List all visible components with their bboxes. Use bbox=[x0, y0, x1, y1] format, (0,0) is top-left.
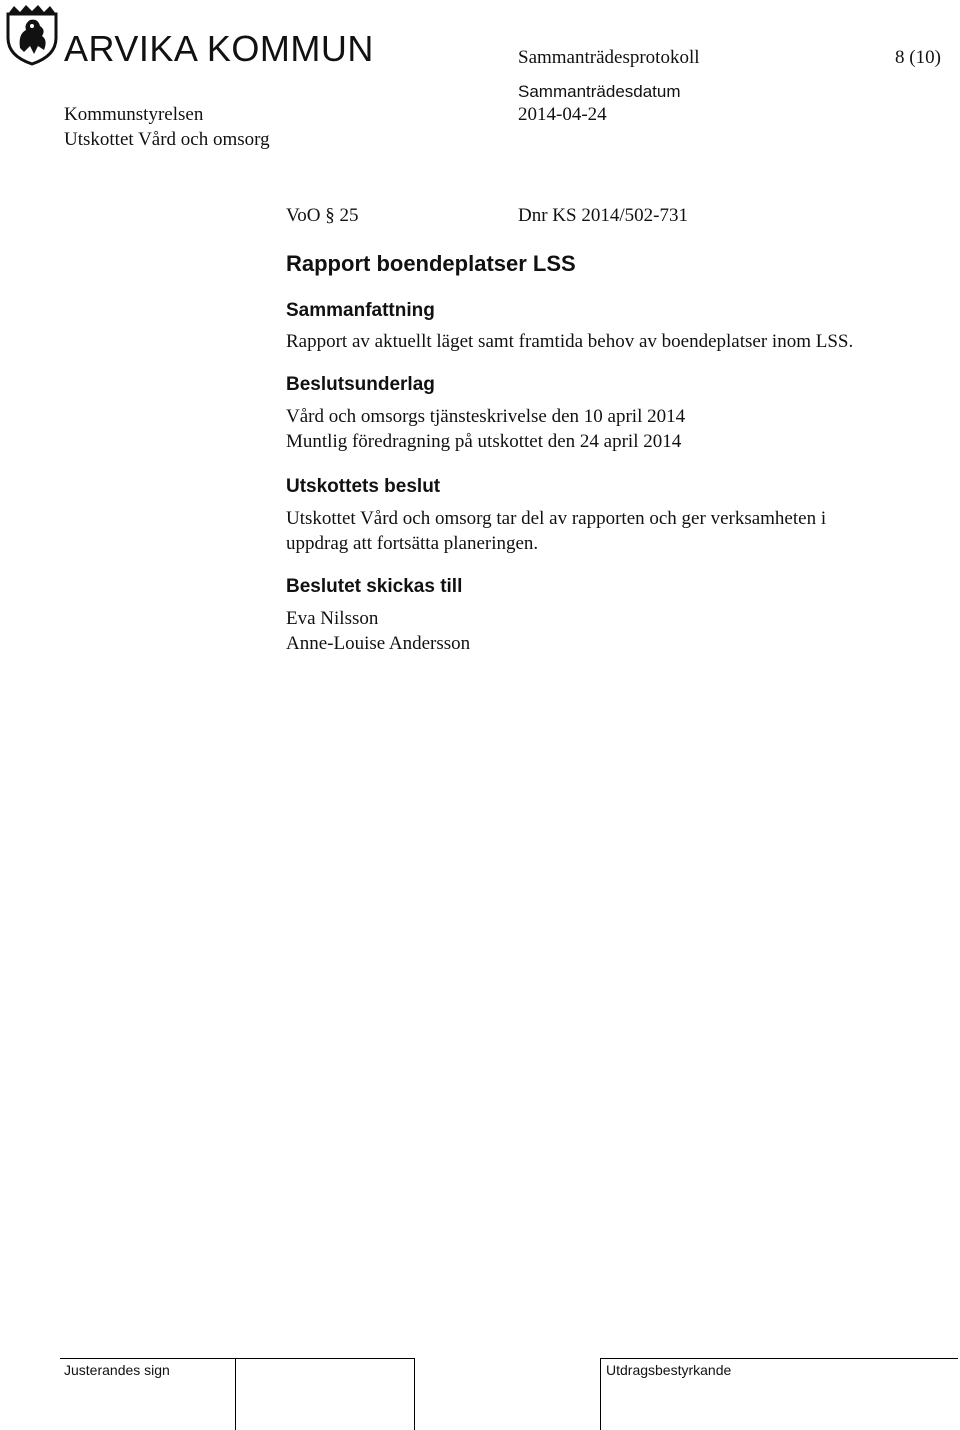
footer-rule-left bbox=[60, 1358, 414, 1359]
org-name: ARVIKA KOMMUN bbox=[64, 28, 374, 69]
section-heading-basis: Beslutsunderlag bbox=[286, 374, 435, 395]
item-title: Rapport boendeplatser LSS bbox=[286, 251, 576, 276]
item-number: VoO § 25 bbox=[286, 205, 359, 226]
recipient-item: Anne-Louise Andersson bbox=[286, 633, 471, 654]
footer-divider bbox=[414, 1358, 415, 1430]
committee-name: Utskottet Vård och omsorg bbox=[64, 129, 270, 150]
footer-signature-label: Justerandes sign bbox=[64, 1362, 170, 1378]
coat-of-arms-icon bbox=[4, 4, 60, 66]
meeting-date: 2014-04-24 bbox=[518, 104, 607, 125]
section-heading-summary: Sammanfattning bbox=[286, 300, 435, 321]
footer-divider bbox=[235, 1358, 236, 1430]
recipient-item: Eva Nilsson bbox=[286, 608, 379, 629]
meeting-date-label: Sammanträdesdatum bbox=[518, 82, 681, 101]
body-name: Kommunstyrelsen bbox=[64, 104, 204, 125]
footer-divider bbox=[600, 1358, 601, 1430]
document-type: Sammanträdesprotokoll bbox=[518, 47, 700, 68]
decision-line: Utskottet Vård och omsorg tar del av rapporten och ger verksamheten i bbox=[286, 508, 827, 529]
section-heading-recipients: Beslutet skickas till bbox=[286, 576, 463, 597]
basis-line: Vård och omsorgs tjänsteskrivelse den 10 april 2014 bbox=[286, 406, 686, 427]
footer-certification-label: Utdragsbestyrkande bbox=[606, 1362, 732, 1378]
summary-line: Rapport av aktuellt läget samt framtida behov av boendeplatser inom LSS. bbox=[286, 331, 854, 352]
page-number: 8 (10) bbox=[895, 47, 941, 68]
footer-rule-right bbox=[600, 1358, 958, 1359]
diary-number: Dnr KS 2014/502-731 bbox=[518, 205, 688, 226]
section-heading-decision: Utskottets beslut bbox=[286, 476, 441, 497]
decision-line: uppdrag att fortsätta planeringen. bbox=[286, 533, 539, 554]
basis-line: Muntlig föredragning på utskottet den 24 april 2014 bbox=[286, 431, 682, 452]
